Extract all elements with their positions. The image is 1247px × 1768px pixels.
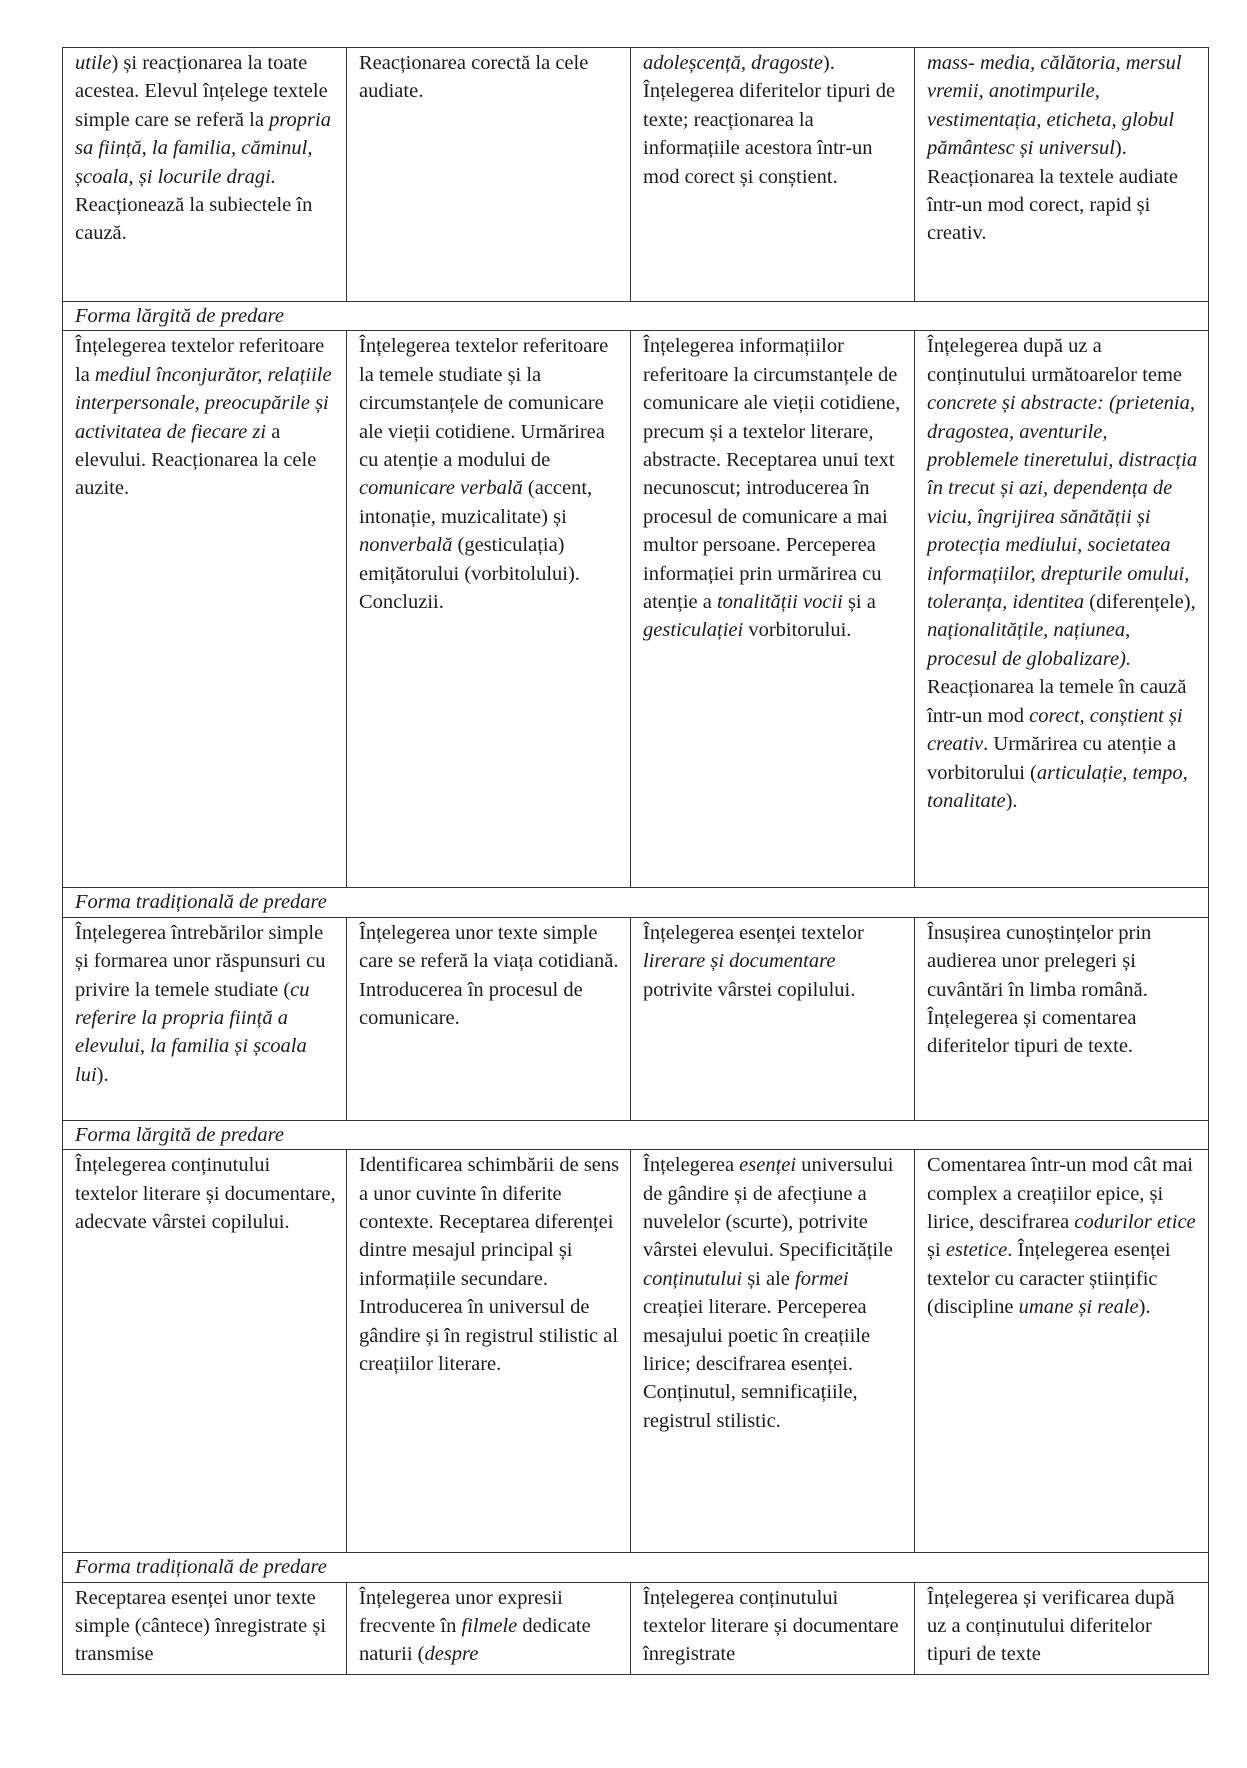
curriculum-table xyxy=(62,47,1209,1675)
italic-text: esenței xyxy=(739,1154,797,1177)
italic-text: lirerare și documentare xyxy=(643,950,836,973)
table-row xyxy=(63,1150,1209,1553)
cell-text: vorbitorului. xyxy=(743,619,852,642)
italic-text: filmele xyxy=(461,1615,518,1638)
table-cell xyxy=(631,48,915,302)
cell-text: ). xyxy=(96,1063,109,1086)
table-cell xyxy=(63,331,347,888)
table-row xyxy=(63,917,1209,1120)
cell-text: Înțelegerea conținutului textelor literare și documentare înregistrate xyxy=(643,1586,899,1666)
table-cell xyxy=(631,917,915,1120)
cell-text: . Urmărirea cu atenție a vorbitorului ( xyxy=(927,733,1177,784)
italic-text: gesticulației xyxy=(643,619,744,642)
table-cell xyxy=(347,331,631,888)
cell-text: Înțelegerea după uz a conținutului următoarelor teme xyxy=(927,335,1183,386)
table-cell xyxy=(63,1582,347,1674)
table-cell xyxy=(631,1582,915,1674)
cell-text: dedicate naturii ( xyxy=(359,1615,591,1666)
cell-text: ). xyxy=(1138,1296,1151,1319)
table-cell xyxy=(915,1150,1209,1553)
cell-text: (accent, intonație, muzicalitate) și xyxy=(359,477,593,528)
cell-text: Înțelegerea unor texte simple care se referă la viața cotidiană. Introducerea în procesul de comunicare. xyxy=(359,921,619,1030)
section-row xyxy=(63,888,1209,917)
cell-text: Înțelegerea conținutului textelor literare și documentare, adecvate vârstei copilului. xyxy=(75,1154,336,1234)
cell-text: și xyxy=(927,1239,946,1262)
table-cell xyxy=(63,1150,347,1553)
cell-text: Înțelegerea și verificarea după uz a conținutului diferitelor tipuri de texte xyxy=(927,1586,1175,1666)
italic-text: codurilor etice xyxy=(1074,1211,1196,1234)
section-label: Forma lărgită de predare xyxy=(63,1120,1209,1149)
table-cell xyxy=(347,1150,631,1553)
section-row xyxy=(63,1553,1209,1582)
cell-text: și ale xyxy=(742,1267,796,1290)
cell-text: Identificarea schimbării de sens a unor cuvinte în diferite contexte. Receptarea diferenței dintre mesajul principal și informațiile secundare. Introducerea în universul de gândire și în registrul stilistic al creațiilor literare. xyxy=(359,1154,620,1376)
section-row xyxy=(63,1120,1209,1149)
cell-text: creației literare. Perceperea mesajului poetic în creațiile lirice; descifrarea esenței. Conținutul, semnificațiile, registrul stilistic. xyxy=(643,1296,871,1432)
cell-text: Înțelegerea xyxy=(643,1154,740,1177)
cell-text: Înțelegerea textelor referitoare la xyxy=(75,335,325,386)
table-cell xyxy=(63,48,347,302)
cell-text: Înțelegerea textelor referitoare la temele studiate și la circumstanțele de comunicare ale vieții cotidiene. Urmărirea cu atenție a modului de xyxy=(359,335,609,472)
table-cell xyxy=(915,917,1209,1120)
cell-text: a elevului. Reacționarea la cele auzite. xyxy=(75,420,317,500)
cell-text: universului de gândire și de afecțiune a nuvelelor (scurte), potrivite vârstei elevului. Specificitățile xyxy=(643,1154,894,1262)
italic-text: mediul înconjurător, relațiile interpersonale, preocupările și activitatea de fiecare zi xyxy=(75,363,332,443)
cell-text: Reacționarea la temele în cauză într-un mod xyxy=(927,676,1187,727)
table-cell xyxy=(347,48,631,302)
table-row xyxy=(63,48,1209,302)
curriculum-table-body xyxy=(63,48,1209,1675)
table-cell xyxy=(915,331,1209,888)
italic-text: corect, conștient și creativ xyxy=(927,704,1183,756)
cell-text: Reacționează la subiectele în cauză. xyxy=(75,194,313,245)
section-label: Forma tradițională de predare xyxy=(63,888,1209,917)
section-label: Forma lărgită de predare xyxy=(63,302,1209,331)
italic-text: naționalitățile, națiunea, procesul de globalizare). xyxy=(927,619,1132,670)
table-cell xyxy=(631,331,915,888)
cell-text: potrivite vârstei copilului. xyxy=(643,978,856,1001)
cell-text: (diferențele), xyxy=(1084,591,1196,614)
italic-text: estetice xyxy=(945,1239,1008,1262)
cell-text: ). Înțelegerea diferitelor tipuri de texte; reacționarea la informațiile acestora într-un mod corect și conștient. xyxy=(643,52,896,188)
cell-text: și a xyxy=(842,591,876,614)
italic-text: tonalității vocii xyxy=(716,591,843,614)
table-row xyxy=(63,1582,1209,1674)
italic-text: comunicare verbală xyxy=(359,477,523,500)
table-cell xyxy=(915,48,1209,302)
section-row xyxy=(63,302,1209,331)
cell-text: ). Reacționarea la textele audiate într-un mod corect, rapid și creativ. xyxy=(927,137,1178,245)
table-cell xyxy=(63,917,347,1120)
cell-text: Însușirea cunoștințelor prin audierea unor prelegeri și cuvântări în limba română. Înțelegerea și comentarea diferitelor tipuri de texte. xyxy=(927,921,1152,1058)
cell-text: . Înțelegerea esenței textelor cu caracter științific (discipline xyxy=(927,1239,1171,1319)
italic-text: utile xyxy=(75,52,112,74)
cell-text: ). xyxy=(1005,789,1018,812)
cell-text: Înțelegerea informațiilor referitoare la circumstanțele de comunicare ale vieții cotidiene, precum și a textelor literare, abstracte. Receptarea unui text necunoscut; introducerea în procesul de comunicare a mai multor persoane. Perceperea informației prin urmărirea cu atenție a xyxy=(643,335,901,614)
table-cell xyxy=(915,1582,1209,1674)
italic-text: nonverbală xyxy=(359,534,453,557)
italic-text: propria sa ființă, la familia, căminul, școala, și locurile dragi. xyxy=(75,108,331,188)
cell-text: ) și reacționarea la toate acestea. Elevul înțelege textele simple care se referă la xyxy=(75,52,328,131)
italic-text: mass- media, călătoria, mersul vremii, anotimpurile, vestimentația, eticheta, globul pământesc și universul xyxy=(927,52,1182,160)
italic-text: adoleșcență, dragoste xyxy=(643,52,823,74)
italic-text: despre xyxy=(424,1643,479,1666)
cell-text: Reacționarea corectă la cele audiate. xyxy=(359,52,589,103)
cell-text: Receptarea esenței unor texte simple (cântece) înregistrate și transmise xyxy=(75,1586,327,1666)
table-cell xyxy=(631,1150,915,1553)
italic-text: concrete și abstracte: (prietenia, dragostea, aventurile, problemele tineretului, distracția în trecut și azi, dependența de viciu, îngrijirea sănătății și protecția mediului, societatea informațiilor, drepturile omului, toleranța, identitea xyxy=(927,392,1198,614)
cell-text: Comentarea într-un mod cât mai complex a creațiilor epice, și lirice, descifrarea xyxy=(927,1154,1193,1234)
italic-text: umane și reale xyxy=(1018,1296,1139,1319)
italic-text: cu referire la propria ființă a elevului, la familia și școala lui xyxy=(75,978,310,1086)
cell-text: Înțelegerea întrebărilor simple și formarea unor răspunsuri cu privire la temele studiate ( xyxy=(75,921,326,1001)
cell-text: (gesticulația) emițătorului (vorbitolului). Concluzii. xyxy=(359,534,580,614)
italic-text: conținutului xyxy=(643,1267,743,1290)
table-row xyxy=(63,331,1209,888)
table-cell xyxy=(347,1582,631,1674)
italic-text: formei xyxy=(795,1267,849,1290)
table-cell xyxy=(347,917,631,1120)
cell-text: Înțelegerea esenței textelor xyxy=(643,921,864,944)
italic-text: articulație, tempo, tonalitate xyxy=(927,761,1188,812)
cell-text: Înțelegerea unor expresii frecvente în xyxy=(359,1586,563,1638)
section-label: Forma tradițională de predare xyxy=(63,1553,1209,1582)
